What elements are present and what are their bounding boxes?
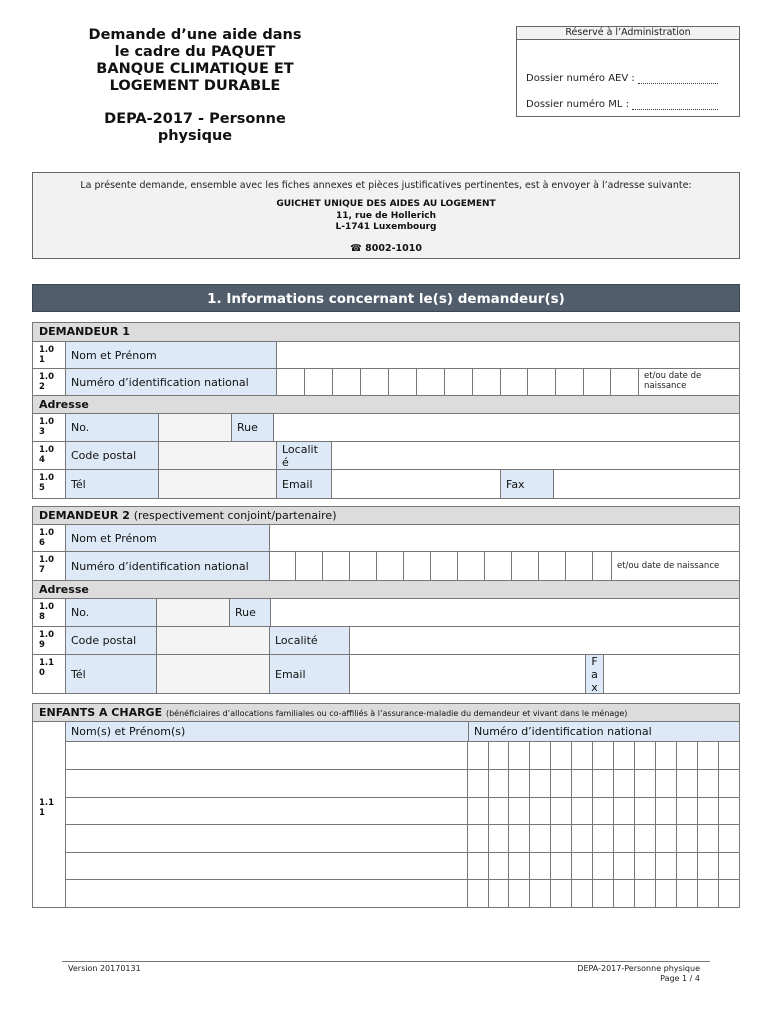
phone-input[interactable] bbox=[156, 655, 269, 693]
row-number: 1.0 3 bbox=[39, 417, 55, 437]
house-number-input[interactable] bbox=[158, 414, 231, 441]
id-digit-box[interactable] bbox=[322, 552, 349, 580]
id-digit-box[interactable] bbox=[500, 369, 527, 395]
name-input[interactable] bbox=[276, 342, 739, 368]
footer-doc-name: DEPA-2017-Personne physique bbox=[577, 964, 700, 973]
phone-input[interactable] bbox=[158, 470, 276, 498]
id-digit-box[interactable] bbox=[592, 552, 611, 580]
children-heading bbox=[33, 704, 739, 722]
name-label: Nom et Prénom bbox=[65, 342, 276, 368]
id-digit-box[interactable] bbox=[295, 552, 322, 580]
row-1-04 bbox=[33, 442, 739, 470]
house-number-input[interactable] bbox=[156, 599, 229, 626]
street-label: Rue bbox=[229, 599, 270, 626]
aev-label: Dossier numéro AEV : bbox=[526, 73, 635, 84]
row-number: 1.0 4 bbox=[39, 445, 55, 465]
id-digit-box[interactable] bbox=[388, 369, 416, 395]
ml-label: Dossier numéro ML : bbox=[526, 99, 629, 110]
id-digit-box[interactable] bbox=[269, 552, 295, 580]
id-digit-box[interactable] bbox=[430, 552, 457, 580]
ml-number-line bbox=[526, 99, 718, 110]
postal-code-input[interactable] bbox=[158, 442, 276, 469]
locality-input[interactable] bbox=[349, 627, 739, 654]
id-digit-box[interactable] bbox=[276, 369, 304, 395]
children-title: ENFANTS A CHARGE bbox=[39, 706, 163, 719]
id-digit-box[interactable] bbox=[457, 552, 484, 580]
row-1-02 bbox=[33, 369, 739, 396]
children-grid bbox=[33, 722, 739, 907]
address-intro: La présente demande, ensemble avec les fiches annexes et pièces justificatives pertinentes, est à envoyer à l’adresse suivante: bbox=[80, 180, 692, 191]
house-number-label: No. bbox=[65, 599, 156, 626]
row-1-03 bbox=[33, 414, 739, 442]
id-digit-box[interactable] bbox=[349, 552, 376, 580]
demandeur-2-note: (respectivement conjoint/partenaire) bbox=[133, 509, 337, 522]
subtitle-line: DEPA-2017 - Personne bbox=[104, 111, 286, 127]
id-digit-box[interactable] bbox=[555, 369, 583, 395]
id-digit-box[interactable] bbox=[444, 369, 472, 395]
id-digit-box[interactable] bbox=[527, 369, 555, 395]
children-table bbox=[32, 703, 740, 908]
locality-label: Localit é bbox=[276, 442, 331, 469]
id-note: et/ou date de naissance bbox=[638, 369, 739, 395]
row-number: 1.0 8 bbox=[39, 602, 55, 622]
row-1-01 bbox=[33, 342, 739, 369]
id-digit-box[interactable] bbox=[403, 552, 430, 580]
street-input[interactable] bbox=[270, 599, 739, 626]
row-number: 1.1 0 bbox=[39, 658, 55, 678]
id-digit-box[interactable] bbox=[332, 369, 360, 395]
organization-address bbox=[33, 199, 739, 234]
row-number: 1.0 5 bbox=[39, 473, 55, 493]
row-1-08 bbox=[33, 599, 739, 627]
id-label: Numéro d’identification national bbox=[65, 552, 269, 580]
org-line: GUICHET UNIQUE DES AIDES AU LOGEMENT bbox=[276, 199, 496, 209]
fax-label: F a x bbox=[585, 655, 603, 693]
row-1-10 bbox=[33, 655, 739, 693]
row-number: 1.1 1 bbox=[39, 798, 55, 818]
id-digit-box[interactable] bbox=[511, 552, 538, 580]
phone-label: Tél bbox=[65, 655, 156, 693]
id-digit-box[interactable] bbox=[360, 369, 388, 395]
form-subtitle bbox=[50, 111, 340, 145]
row-1-09 bbox=[33, 627, 739, 655]
row-1-06 bbox=[33, 525, 739, 552]
street-label: Rue bbox=[231, 414, 273, 441]
aev-number-field[interactable] bbox=[638, 74, 718, 84]
id-digit-box[interactable] bbox=[565, 552, 592, 580]
email-label: Email bbox=[276, 470, 331, 498]
title-line: BANQUE CLIMATIQUE ET bbox=[96, 61, 294, 77]
footer-page-info bbox=[530, 964, 700, 984]
phone-label: Tél bbox=[65, 470, 158, 498]
postal-code-label: Code postal bbox=[65, 442, 158, 469]
name-input[interactable] bbox=[269, 525, 739, 551]
fax-input[interactable] bbox=[553, 470, 739, 498]
id-digit-box[interactable] bbox=[610, 369, 638, 395]
subtitle-line: physique bbox=[157, 128, 233, 144]
admin-reserved-box bbox=[516, 26, 740, 117]
aev-number-line bbox=[526, 73, 718, 84]
col-header-id: Numéro d’identification national bbox=[468, 722, 739, 741]
email-input[interactable] bbox=[331, 470, 500, 498]
children-entry-grid[interactable] bbox=[65, 742, 740, 907]
locality-label: Localité bbox=[269, 627, 349, 654]
address-heading: Adresse bbox=[33, 396, 739, 414]
row-1-05 bbox=[33, 470, 739, 498]
id-digit-box[interactable] bbox=[376, 552, 403, 580]
admin-heading: Réservé à l’Administration bbox=[517, 27, 739, 40]
demandeur-1-heading: DEMANDEUR 1 bbox=[33, 323, 739, 342]
demandeur-2-heading bbox=[33, 507, 739, 525]
id-digit-box[interactable] bbox=[583, 369, 610, 395]
postal-code-label: Code postal bbox=[65, 627, 156, 654]
row-number: 1.0 7 bbox=[39, 555, 55, 575]
row-number: 1.0 9 bbox=[39, 630, 55, 650]
title-line: LOGEMENT DURABLE bbox=[109, 78, 281, 94]
demandeur-2-table bbox=[32, 506, 740, 694]
title-line: Demande d’une aide dans bbox=[88, 27, 302, 43]
id-digit-box[interactable] bbox=[304, 369, 332, 395]
section-1-header: 1. Informations concernant le(s) demandeur(s) bbox=[32, 284, 740, 312]
mailing-address-box bbox=[32, 172, 740, 259]
org-line: L-1741 Luxembourg bbox=[335, 222, 437, 232]
fax-input[interactable] bbox=[603, 655, 739, 693]
col-header-names: Nom(s) et Prénom(s) bbox=[71, 725, 186, 738]
fax-label: Fax bbox=[500, 470, 553, 498]
row-number: 1.0 1 bbox=[39, 345, 55, 365]
row-1-07 bbox=[33, 552, 739, 581]
id-digit-box[interactable] bbox=[538, 552, 565, 580]
id-label: Numéro d’identification national bbox=[65, 369, 276, 395]
house-number-label: No. bbox=[65, 414, 158, 441]
demandeur-1-table bbox=[32, 322, 740, 499]
address-heading: Adresse bbox=[33, 581, 739, 599]
phone-number: ☎ 8002-1010 bbox=[350, 242, 422, 254]
locality-input[interactable] bbox=[331, 442, 739, 469]
postal-code-input[interactable] bbox=[156, 627, 269, 654]
id-digit-box[interactable] bbox=[484, 552, 511, 580]
form-title bbox=[50, 27, 340, 145]
row-number: 1.0 6 bbox=[39, 528, 55, 548]
footer-version: Version 20170131 bbox=[68, 964, 141, 973]
ml-number-field[interactable] bbox=[632, 100, 718, 110]
email-input[interactable] bbox=[349, 655, 585, 693]
id-digit-box[interactable] bbox=[472, 369, 500, 395]
row-number: 1.0 2 bbox=[39, 372, 55, 392]
footer-page-number: Page 1 / 4 bbox=[660, 974, 700, 983]
children-note: (bénéficiaires d’allocations familiales ou co-affiliés à l’assurance-maladie du demandeur et vivant dans le ménage) bbox=[165, 709, 628, 718]
demandeur-2-title: DEMANDEUR 2 bbox=[39, 509, 130, 522]
children-header-row bbox=[65, 722, 739, 742]
org-line: 11, rue de Hollerich bbox=[335, 210, 437, 221]
street-input[interactable] bbox=[273, 414, 739, 441]
title-line: le cadre du PAQUET bbox=[114, 44, 276, 60]
email-label: Email bbox=[269, 655, 349, 693]
footer-rule bbox=[62, 961, 710, 962]
id-digit-box[interactable] bbox=[416, 369, 444, 395]
name-label: Nom et Prénom bbox=[65, 525, 269, 551]
id-note: et/ou date de naissance bbox=[611, 552, 739, 580]
